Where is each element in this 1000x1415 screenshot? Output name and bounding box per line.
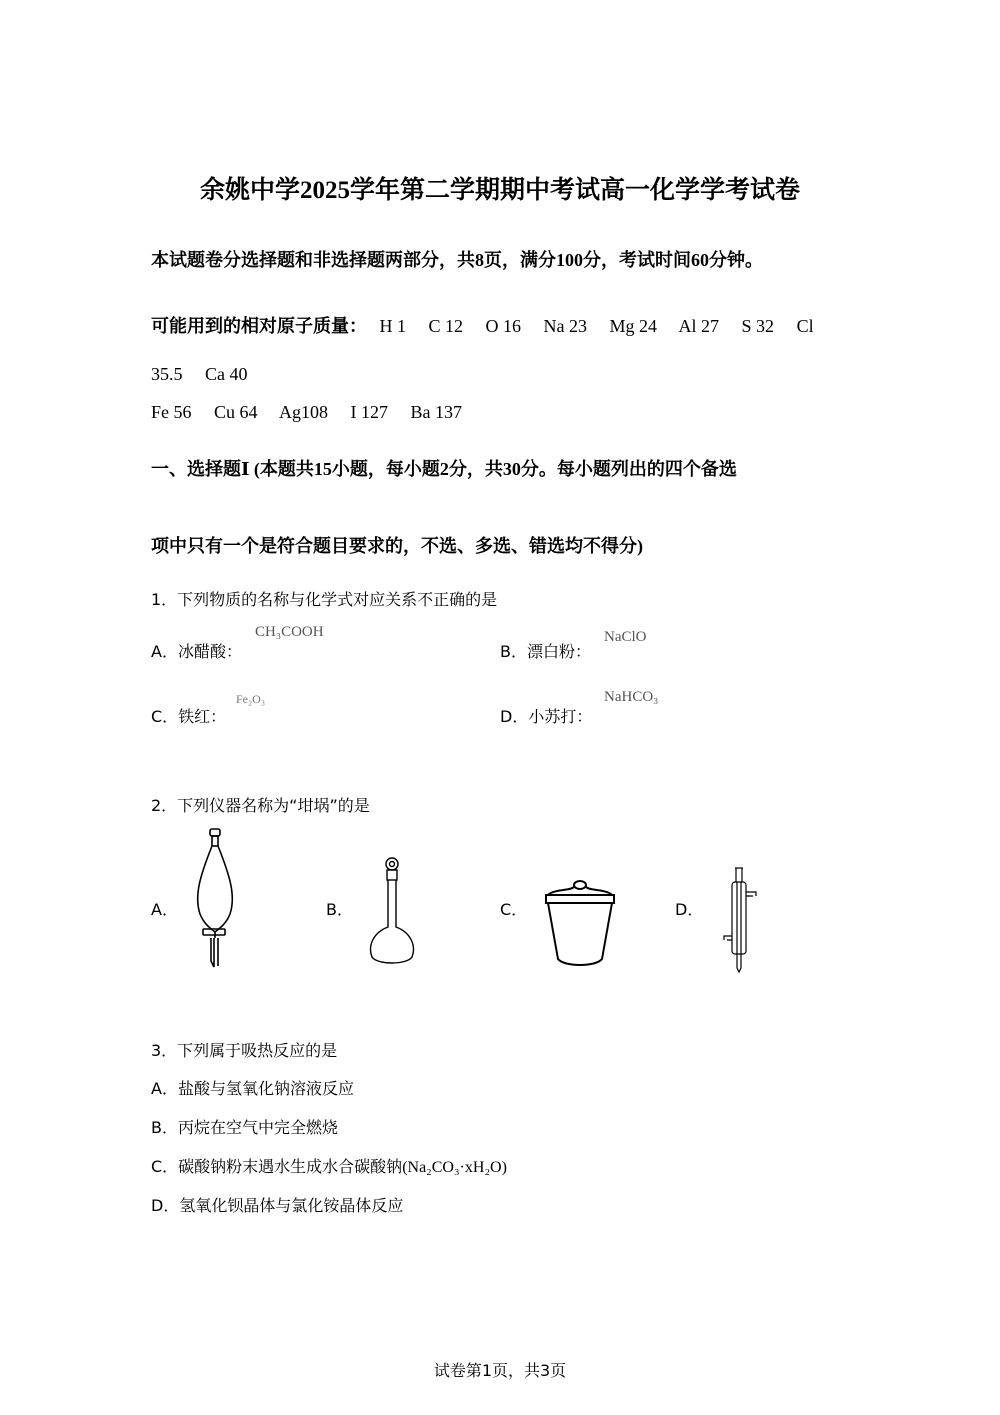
mass-item: Na 23 [543, 316, 588, 336]
q1-option-a-label: A．冰醋酸： [151, 642, 242, 661]
q3-option-b: B．丙烷在空气中完全燃烧 [151, 1118, 338, 1137]
mass-item: O 16 [485, 316, 522, 336]
q3-option-c [151, 1154, 507, 1177]
q2-stem: 2．下列仪器名称为“坩埚”的是 [151, 796, 370, 815]
atomic-mass-line2 [151, 364, 266, 385]
q1-option-c-label: C．铁红： [151, 707, 227, 726]
mass-item: Cu 64 [214, 402, 258, 422]
mass-item: Cl [796, 316, 814, 336]
exam-title: 余姚中学2025学年第二学期期中考试高一化学学考试卷 [199, 177, 800, 204]
q3-option-c-formula: (Na₂CO₃·xH₂O) [402, 1159, 507, 1176]
q1-option-b-formula: NaClO [604, 629, 647, 645]
atomic-mass-label: 可能用到的相对原子质量： [151, 316, 367, 336]
section1-heading-cont: 项中只有一个是符合题目要求的，不选、多选、错选均不得分) [151, 536, 643, 556]
q1-option-a-formula: CH₃COOH [255, 624, 324, 640]
q1-option-d-formula: NaHCO₃ [604, 689, 659, 705]
atomic-mass-line3 [151, 402, 480, 423]
mass-item: Al 27 [678, 316, 720, 336]
section1-heading: 一、选择题Ⅰ (本题共15小题，每小题2分，共30分。每小题列出的四个备选 [151, 459, 737, 479]
q1-option-b-label: B．漂白粉： [500, 642, 591, 661]
mass-item: Ag108 [279, 402, 329, 422]
q3-option-c-text: C．碳酸钠粉末遇水生成水合碳酸钠 [151, 1157, 403, 1176]
mass-item: Mg 24 [609, 316, 658, 336]
crucible-icon [540, 875, 620, 970]
mass-item: Ca 40 [205, 364, 248, 384]
mass-item: S 32 [741, 316, 775, 336]
q2-option-d-label: D． [675, 900, 704, 919]
q1-stem: 1．下列物质的名称与化学式对应关系不正确的是 [151, 590, 498, 609]
mass-item: Fe 56 [151, 402, 192, 422]
q2-option-a-label: A． [151, 900, 178, 919]
q2-option-b-label: B． [326, 900, 353, 919]
mass-item: C 12 [428, 316, 464, 336]
volumetric-flask-icon [362, 855, 422, 970]
atomic-mass-line1 [151, 312, 832, 338]
q3-stem: 3．下列属于吸热反应的是 [151, 1041, 338, 1060]
q1-option-d-label: D．小苏打： [500, 707, 593, 726]
q2-option-c-label: C． [500, 900, 528, 919]
exam-intro: 本试题卷分选择题和非选择题两部分，共8页，满分100分，考试时间60分钟。 [151, 250, 763, 270]
condenser-icon [718, 864, 768, 976]
q1-option-c-formula: Fe₂O₃ [236, 692, 266, 706]
page-footer: 试卷第1页，共3页 [433, 1361, 567, 1380]
mass-item: I 127 [350, 402, 389, 422]
separatory-funnel-icon [190, 826, 250, 971]
mass-item: 35.5 [151, 364, 183, 384]
q3-option-a: A．盐酸与氢氧化钠溶液反应 [151, 1079, 354, 1098]
mass-item: Ba 137 [410, 402, 463, 422]
q3-option-d: D．氢氧化钡晶体与氯化铵晶体反应 [151, 1196, 404, 1215]
mass-item: H 1 [379, 316, 406, 336]
